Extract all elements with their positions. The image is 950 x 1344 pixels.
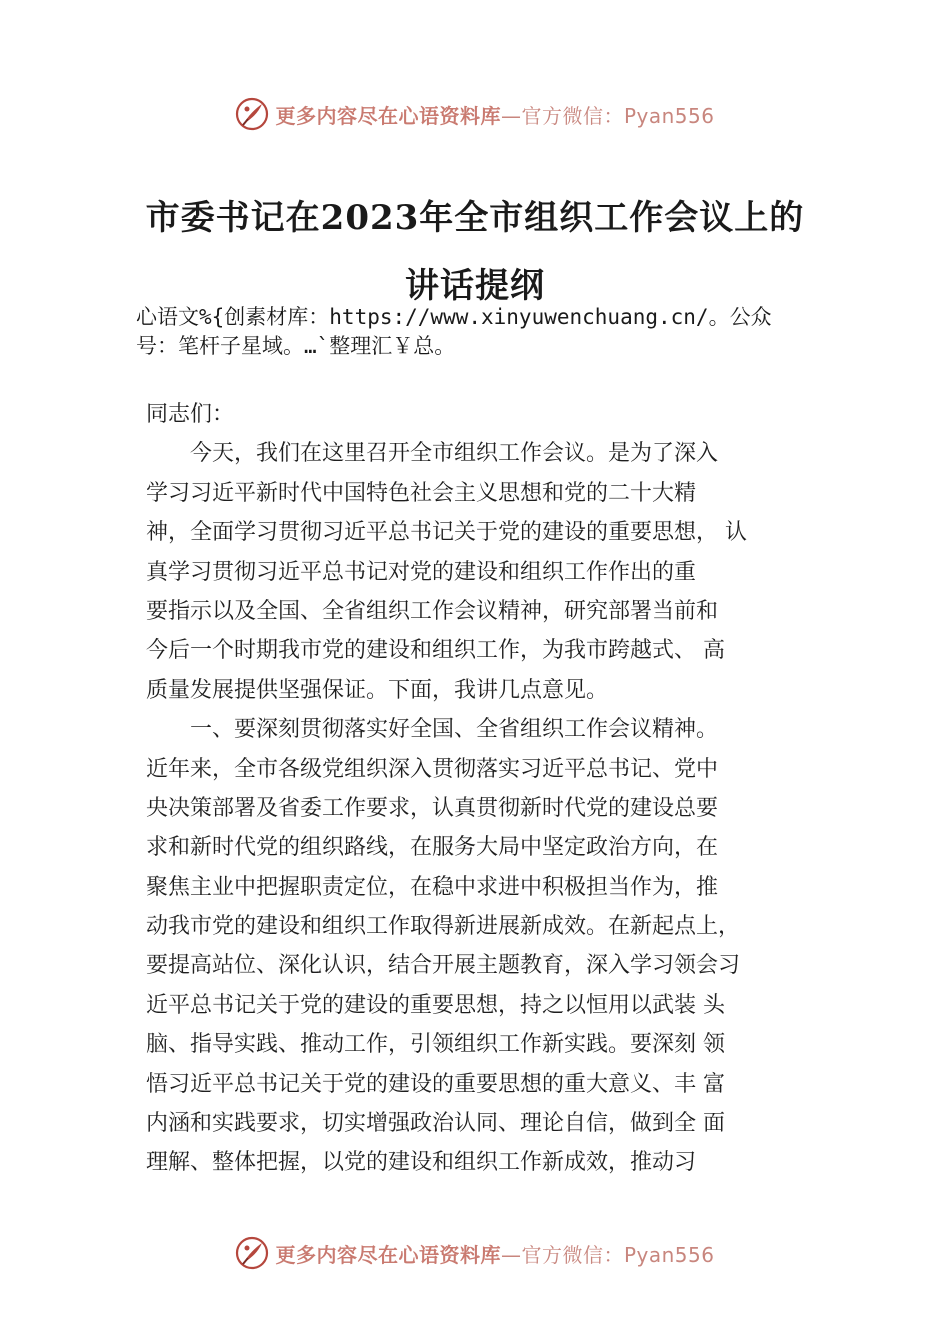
source-note-line-1: 心语文%{创素材库：https://www.xinyuwenchuang.cn/。公众	[136, 305, 772, 329]
body-line: 脑、指导实践、推动工作，引领组织工作新实践。要深刻 领	[146, 1032, 725, 1058]
document-body	[146, 395, 826, 1183]
body-line: 动我市党的建设和组织工作取得新进展新成效。在新起点上，	[146, 914, 741, 940]
body-line: 悟习近平总书记关于党的建设的重要思想的重大意义、丰 富	[146, 1071, 725, 1097]
banner-text	[275, 100, 714, 129]
source-note-line-2: 号：笔杆子星域。…`整理汇￥总。	[136, 334, 456, 358]
body-line: 内涵和实践要求，切实增强政治认同、理论自信，做到全 面	[146, 1111, 725, 1137]
header-banner	[0, 92, 950, 136]
body-line: 求和新时代党的组织路线，在服务大局中坚定政治方向，在	[146, 835, 719, 861]
body-line: 质量发展提供坚强保证。下面，我讲几点意见。	[146, 677, 609, 703]
body-line: 要提高站位、深化认识，结合开展主题教育，深入学习领会习	[146, 953, 741, 979]
banner-text-bold: 更多内容尽在心语资料库	[275, 103, 501, 128]
document-title-line-1: 市委书记在2023年全市组织工作会议上的	[145, 198, 805, 238]
body-line: 今后一个时期我市党的建设和组织工作，为我市跨越式、 高	[146, 638, 725, 664]
body-line: 近平总书记关于党的建设的重要思想，持之以恒用以武装 头	[146, 992, 725, 1018]
document-title-line-2: 讲话提纲	[405, 266, 545, 306]
body-line: 真学习贯彻习近平总书记对党的建设和组织工作作出的重	[146, 559, 697, 585]
body-line: 神，全面学习贯彻习近平总书记关于党的建设的重要思想， 认	[146, 520, 747, 546]
body-line: 要指示以及全国、全省组织工作会议精神，研究部署当前和	[146, 598, 719, 624]
feather-quill-logo-icon	[235, 97, 269, 131]
source-note	[136, 303, 836, 361]
feather-quill-logo-icon	[235, 1236, 269, 1270]
body-line: 央决策部署及省委工作要求，认真贯彻新时代党的建设总要	[146, 795, 719, 821]
body-line: 今天，我们在这里召开全市组织工作会议。是为了深入	[146, 441, 719, 467]
body-line: 近年来，全市各级党组织深入贯彻落实习近平总书记、党中	[146, 756, 719, 782]
body-line: 同志们：	[146, 402, 235, 427]
footer-banner	[0, 1231, 950, 1275]
body-line: 聚焦主业中把握职责定位，在稳中求进中积极担当作为，推	[146, 874, 719, 900]
body-line: 一、要深刻贯彻落实好全国、全省组织工作会议精神。	[146, 717, 719, 743]
banner-text-bold: 更多内容尽在心语资料库	[275, 1242, 501, 1267]
banner-text-rest: —官方微信：Pyan556	[500, 103, 715, 128]
banner-text-rest: —官方微信：Pyan556	[500, 1242, 715, 1267]
body-line: 学习习近平新时代中国特色社会主义思想和党的二十大精	[146, 480, 697, 506]
body-line: 理解、整体把握，以党的建设和组织工作新成效，推动习	[146, 1150, 697, 1176]
banner-text	[275, 1239, 714, 1268]
